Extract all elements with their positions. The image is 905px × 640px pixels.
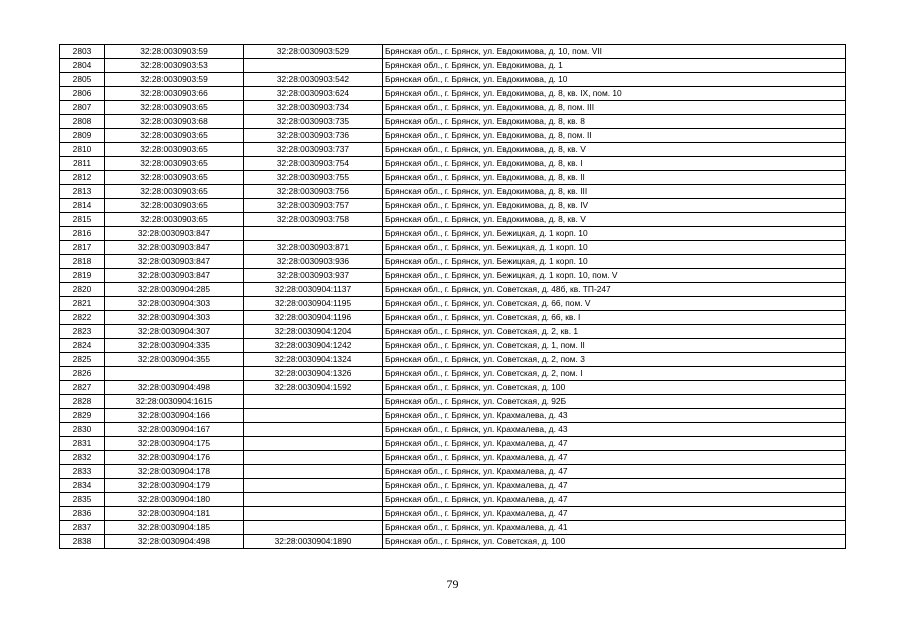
address-cell: Брянская обл., г. Брянск, ул. Евдокимова, д. 8, кв. I [383,157,846,171]
address-cell: Брянская обл., г. Брянск, ул. Крахмалева, д. 47 [383,437,846,451]
row-number-cell: 2808 [60,115,105,129]
row-number-cell: 2826 [60,367,105,381]
cadastral-number-cell: 32:28:0030903:65 [105,213,244,227]
address-cell: Брянская обл., г. Брянск, ул. Советская, д. 1, пом. II [383,339,846,353]
cadastral-number-cell: 32:28:0030904:285 [105,283,244,297]
row-number-cell: 2834 [60,479,105,493]
object-number-cell: 32:28:0030903:624 [244,87,383,101]
object-number-cell: 32:28:0030903:756 [244,185,383,199]
cadastral-number-cell: 32:28:0030904:176 [105,451,244,465]
table-row [60,423,846,437]
table-row [60,437,846,451]
object-number-cell: 32:28:0030904:1196 [244,311,383,325]
object-number-cell: 32:28:0030903:936 [244,255,383,269]
object-number-cell [244,227,383,241]
row-number-cell: 2804 [60,59,105,73]
table-row [60,339,846,353]
object-number-cell: 32:28:0030903:758 [244,213,383,227]
table-row [60,507,846,521]
table-row [60,493,846,507]
address-cell: Брянская обл., г. Брянск, ул. Евдокимова, д. 8, кв. III [383,185,846,199]
address-cell: Брянская обл., г. Брянск, ул. Советская, д. 100 [383,535,846,549]
object-number-cell: 32:28:0030904:1242 [244,339,383,353]
cadastral-number-cell: 32:28:0030904:180 [105,493,244,507]
address-cell: Брянская обл., г. Брянск, ул. Евдокимова, д. 8, кв. II [383,171,846,185]
object-number-cell: 32:28:0030904:1324 [244,353,383,367]
row-number-cell: 2816 [60,227,105,241]
table-row [60,283,846,297]
address-cell: Брянская обл., г. Брянск, ул. Евдокимова, д. 10, пом. VII [383,45,846,59]
row-number-cell: 2829 [60,409,105,423]
object-number-cell: 32:28:0030904:1890 [244,535,383,549]
object-number-cell: 32:28:0030903:737 [244,143,383,157]
cadastral-number-cell: 32:28:0030903:66 [105,87,244,101]
row-number-cell: 2836 [60,507,105,521]
row-number-cell: 2827 [60,381,105,395]
object-number-cell [244,507,383,521]
address-cell: Брянская обл., г. Брянск, ул. Крахмалева, д. 43 [383,423,846,437]
object-number-cell: 32:28:0030903:736 [244,129,383,143]
address-cell: Брянская обл., г. Брянск, ул. Евдокимова, д. 8, кв. V [383,213,846,227]
table-row [60,87,846,101]
address-cell: Брянская обл., г. Брянск, ул. Бежицкая, д. 1 корп. 10 [383,255,846,269]
object-number-cell [244,395,383,409]
cadastral-number-cell: 32:28:0030904:1615 [105,395,244,409]
property-table [59,44,846,549]
cadastral-number-cell: 32:28:0030903:65 [105,101,244,115]
cadastral-number-cell: 32:28:0030903:847 [105,255,244,269]
address-cell: Брянская обл., г. Брянск, ул. Крахмалева, д. 47 [383,507,846,521]
table-row [60,157,846,171]
row-number-cell: 2814 [60,199,105,213]
object-number-cell: 32:28:0030903:529 [244,45,383,59]
table-row [60,465,846,479]
cadastral-number-cell: 32:28:0030903:847 [105,241,244,255]
cadastral-number-cell: 32:28:0030903:65 [105,185,244,199]
table-row [60,311,846,325]
row-number-cell: 2818 [60,255,105,269]
object-number-cell: 32:28:0030903:871 [244,241,383,255]
row-number-cell: 2809 [60,129,105,143]
address-cell: Брянская обл., г. Брянск, ул. Советская, д. 66, пом. V [383,297,846,311]
cadastral-number-cell: 32:28:0030903:59 [105,73,244,87]
cadastral-number-cell: 32:28:0030903:65 [105,171,244,185]
row-number-cell: 2820 [60,283,105,297]
table-row [60,325,846,339]
address-cell: Брянская обл., г. Брянск, ул. Крахмалева, д. 47 [383,479,846,493]
address-cell: Брянская обл., г. Брянск, ул. Евдокимова, д. 8, кв. V [383,143,846,157]
table-row [60,143,846,157]
table-row [60,451,846,465]
table-row [60,521,846,535]
row-number-cell: 2821 [60,297,105,311]
address-cell: Брянская обл., г. Брянск, ул. Бежицкая, д. 1 корп. 10 [383,227,846,241]
cadastral-number-cell: 32:28:0030904:307 [105,325,244,339]
object-number-cell [244,451,383,465]
row-number-cell: 2831 [60,437,105,451]
row-number-cell: 2806 [60,87,105,101]
cadastral-number-cell: 32:28:0030904:167 [105,423,244,437]
object-number-cell [244,479,383,493]
row-number-cell: 2822 [60,311,105,325]
address-cell: Брянская обл., г. Брянск, ул. Крахмалева, д. 47 [383,451,846,465]
row-number-cell: 2828 [60,395,105,409]
table-row [60,45,846,59]
table-row [60,73,846,87]
cadastral-number-cell: 32:28:0030904:179 [105,479,244,493]
table-row [60,185,846,199]
row-number-cell: 2837 [60,521,105,535]
cadastral-number-cell: 32:28:0030903:847 [105,227,244,241]
table-row [60,199,846,213]
address-cell: Брянская обл., г. Брянск, ул. Советская, д. 2, кв. 1 [383,325,846,339]
object-number-cell: 32:28:0030904:1137 [244,283,383,297]
object-number-cell: 32:28:0030903:542 [244,73,383,87]
address-cell: Брянская обл., г. Брянск, ул. Евдокимова, д. 8, пом. II [383,129,846,143]
address-cell: Брянская обл., г. Брянск, ул. Советская, д. 48б, кв. ТП-247 [383,283,846,297]
table-row [60,213,846,227]
cadastral-number-cell: 32:28:0030904:335 [105,339,244,353]
address-cell: Брянская обл., г. Брянск, ул. Советская, д. 66, кв. I [383,311,846,325]
object-number-cell: 32:28:0030903:754 [244,157,383,171]
table-row [60,115,846,129]
row-number-cell: 2825 [60,353,105,367]
row-number-cell: 2812 [60,171,105,185]
row-number-cell: 2819 [60,269,105,283]
table-row [60,409,846,423]
cadastral-number-cell: 32:28:0030904:303 [105,311,244,325]
object-number-cell [244,59,383,73]
address-cell: Брянская обл., г. Брянск, ул. Евдокимова, д. 10 [383,73,846,87]
table-row [60,297,846,311]
row-number-cell: 2824 [60,339,105,353]
table-row [60,227,846,241]
cadastral-number-cell: 32:28:0030904:181 [105,507,244,521]
table-row [60,353,846,367]
table-row [60,129,846,143]
table-row [60,395,846,409]
cadastral-number-cell: 32:28:0030904:166 [105,409,244,423]
table-row [60,381,846,395]
row-number-cell: 2815 [60,213,105,227]
table-row [60,171,846,185]
table-row [60,59,846,73]
object-number-cell: 32:28:0030903:735 [244,115,383,129]
address-cell: Брянская обл., г. Брянск, ул. Крахмалева, д. 47 [383,493,846,507]
cadastral-number-cell: 32:28:0030904:303 [105,297,244,311]
cadastral-number-cell: 32:28:0030903:68 [105,115,244,129]
row-number-cell: 2823 [60,325,105,339]
cadastral-number-cell: 32:28:0030904:175 [105,437,244,451]
row-number-cell: 2838 [60,535,105,549]
object-number-cell: 32:28:0030904:1195 [244,297,383,311]
cadastral-number-cell: 32:28:0030903:65 [105,157,244,171]
table-row [60,269,846,283]
cadastral-number-cell: 32:28:0030904:498 [105,381,244,395]
address-cell: Брянская обл., г. Брянск, ул. Евдокимова, д. 8, кв. 8 [383,115,846,129]
address-cell: Брянская обл., г. Брянск, ул. Евдокимова, д. 8, пом. III [383,101,846,115]
address-cell: Брянская обл., г. Брянск, ул. Советская, д. 100 [383,381,846,395]
address-cell: Брянская обл., г. Брянск, ул. Крахмалева, д. 47 [383,465,846,479]
cadastral-number-cell: 32:28:0030903:53 [105,59,244,73]
row-number-cell: 2833 [60,465,105,479]
address-cell: Брянская обл., г. Брянск, ул. Крахмалева, д. 41 [383,521,846,535]
address-cell: Брянская обл., г. Брянск, ул. Советская, д. 2, пом. I [383,367,846,381]
table-row [60,367,846,381]
object-number-cell [244,437,383,451]
cadastral-number-cell: 32:28:0030904:185 [105,521,244,535]
address-cell: Брянская обл., г. Брянск, ул. Евдокимова, д. 8, кв. IX, пом. 10 [383,87,846,101]
object-number-cell [244,493,383,507]
cadastral-number-cell: 32:28:0030903:847 [105,269,244,283]
object-number-cell: 32:28:0030904:1326 [244,367,383,381]
row-number-cell: 2830 [60,423,105,437]
address-cell: Брянская обл., г. Брянск, ул. Бежицкая, д. 1 корп. 10, пом. V [383,269,846,283]
address-cell: Брянская обл., г. Брянск, ул. Советская, д. 2, пом. 3 [383,353,846,367]
row-number-cell: 2807 [60,101,105,115]
row-number-cell: 2805 [60,73,105,87]
object-number-cell [244,423,383,437]
cadastral-number-cell: 32:28:0030903:59 [105,45,244,59]
object-number-cell: 32:28:0030903:757 [244,199,383,213]
row-number-cell: 2810 [60,143,105,157]
address-cell: Брянская обл., г. Брянск, ул. Советская, д. 92Б [383,395,846,409]
object-number-cell [244,409,383,423]
cadastral-number-cell: 32:28:0030903:65 [105,143,244,157]
cadastral-number-cell: 32:28:0030904:355 [105,353,244,367]
row-number-cell: 2832 [60,451,105,465]
row-number-cell: 2817 [60,241,105,255]
object-number-cell: 32:28:0030903:734 [244,101,383,115]
cadastral-number-cell: 32:28:0030904:178 [105,465,244,479]
address-cell: Брянская обл., г. Брянск, ул. Крахмалева, д. 43 [383,409,846,423]
address-cell: Брянская обл., г. Брянск, ул. Евдокимова, д. 8, кв. IV [383,199,846,213]
object-number-cell: 32:28:0030904:1592 [244,381,383,395]
table-row [60,535,846,549]
table-row [60,241,846,255]
object-number-cell: 32:28:0030904:1204 [244,325,383,339]
property-table-body [60,45,846,549]
object-number-cell: 32:28:0030903:755 [244,171,383,185]
row-number-cell: 2813 [60,185,105,199]
row-number-cell: 2811 [60,157,105,171]
page-number: 79 [446,577,459,591]
table-row [60,101,846,115]
object-number-cell [244,521,383,535]
address-cell: Брянская обл., г. Брянск, ул. Евдокимова, д. 1 [383,59,846,73]
object-number-cell: 32:28:0030903:937 [244,269,383,283]
cadastral-number-cell: 32:28:0030904:498 [105,535,244,549]
cadastral-number-cell: 32:28:0030903:65 [105,199,244,213]
row-number-cell: 2835 [60,493,105,507]
address-cell: Брянская обл., г. Брянск, ул. Бежицкая, д. 1 корп. 10 [383,241,846,255]
cadastral-number-cell: 32:28:0030903:65 [105,129,244,143]
table-row [60,479,846,493]
table-row [60,255,846,269]
object-number-cell [244,465,383,479]
cadastral-number-cell [105,367,244,381]
row-number-cell: 2803 [60,45,105,59]
